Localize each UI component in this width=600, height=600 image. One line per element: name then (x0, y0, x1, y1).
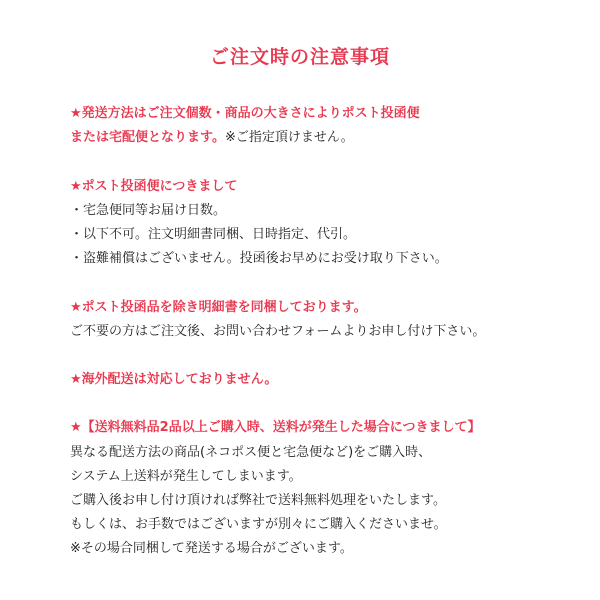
trailing-note: ※ご指定頂けません。 (224, 130, 354, 146)
spacer (70, 392, 570, 416)
section-heading: ★ポスト投函便につきまして (70, 178, 238, 194)
list-item: ご購入後お申し付け頂ければ弊社で送料無料処理をいたします。 (70, 493, 446, 508)
spacer (70, 344, 570, 368)
section-invoice (70, 296, 570, 344)
section-line-with-note (70, 126, 570, 150)
section-heading: ★海外配送は対応しておりません。 (70, 372, 278, 388)
section-free-shipping (70, 416, 570, 561)
spacer (70, 271, 570, 295)
section-overseas (70, 368, 570, 392)
section-shipping-method (70, 102, 570, 150)
list-item: もしくは、お手数ではございますが別々にご購入くださいませ。 (70, 517, 447, 533)
section-heading: ★ポスト投函品を除き明細書を同梱しております。 (70, 299, 367, 315)
list-item: ・宅急便同等お届け日数。 (70, 202, 227, 218)
list-item: 異なる配送方法の商品(ネコポス便と宅急便など)をご購入時、 (70, 444, 432, 460)
list-item: システム上送料が発生してしまいます。 (70, 468, 302, 484)
section-post-delivery (70, 175, 570, 272)
spacer (70, 150, 570, 174)
list-item: ※その場合同梱して発送する場合がございます。 (70, 541, 353, 557)
notice-body (70, 102, 570, 562)
list-item: ・以下不可。注文明細書同梱、日時指定、代引。 (70, 226, 357, 242)
list-item: ご不要の方はご注文後、お問い合わせフォームよりお申し付け下さい。 (70, 323, 486, 339)
list-item: ・盗難補償はございません。投函後お早めにお受け取り下さい。 (70, 251, 448, 267)
section-line-text: または宅配便となります。 (70, 130, 225, 146)
section-heading: ★【送料無料品2品以上ご購入時、送料が発生した場合につきまして】 (70, 420, 481, 436)
section-line: ★発送方法はご注文個数・商品の大きさによりポスト投函便 (70, 106, 420, 121)
page-title: ご注文時の注意事項 (209, 46, 390, 68)
